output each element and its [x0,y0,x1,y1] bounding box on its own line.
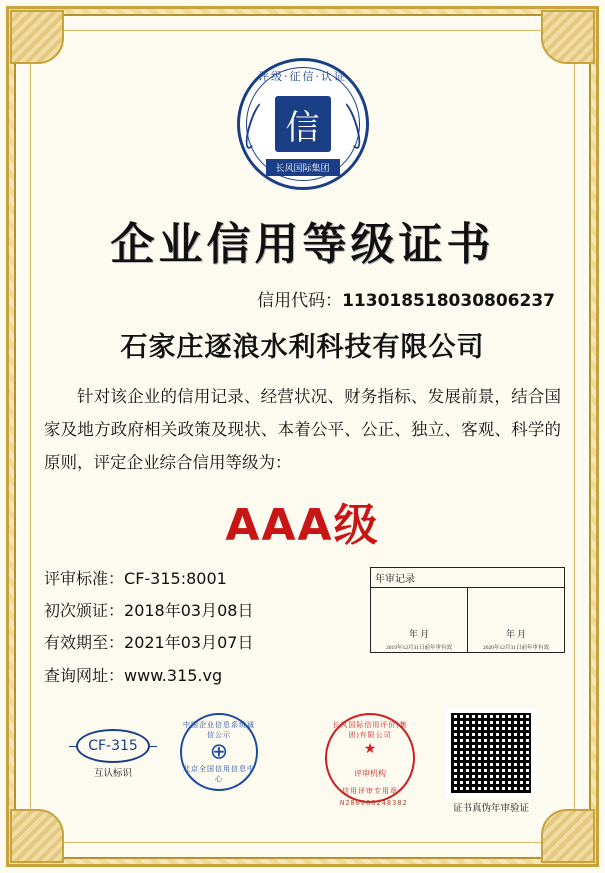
red-seal-circle [325,713,415,803]
mutual-recognition-mark [76,729,150,779]
annual-review-cell-1-note: 2019年12月31日前年审有效 [385,645,452,651]
blue-verification-seal [180,713,258,791]
info-value-valid-until: 2021年03月07日 [124,633,254,653]
organization-seal-logo [237,58,369,190]
info-and-review-row [40,563,565,692]
annual-review-cell-1-date: 年 月 [408,629,430,639]
seal-row [40,703,565,823]
globe-icon: ⊕ [209,739,229,765]
info-label-standard: 评审标准： [44,571,125,588]
annual-review-cells [370,587,565,653]
page-title: 企业信用等级证书 [110,219,495,270]
blue-seal-bottom-text: 北京全国信用信息中心 [183,765,255,783]
annual-review-title: 年审记录 [370,567,565,587]
body-paragraph: 针对该企业的信用记录、经营状况、财务指标、发展前景，结合国家及地方政府相关政策及现状、本着公平、公正、独立、客观、科学的原则，评定企业综合信用等级为： [44,387,561,472]
qr-code-label: 证书真伪年审验证 [452,804,529,814]
annual-review-table [370,567,565,653]
red-seal-top-text: 长风国际信用评价(集团)有限公司 [332,721,408,739]
info-item-valid-until [44,627,253,659]
info-item-website [44,660,253,692]
qr-code-icon[interactable] [447,709,535,797]
info-item-issued [44,595,253,627]
info-list [40,563,253,692]
blue-seal-circle [180,713,258,791]
red-seal-mid-text: 评审机构 [354,769,386,779]
info-value-standard: CF-315:8001 [124,569,227,588]
cf-315-label: 互认标识 [93,769,132,779]
red-seal-serial-number: N200000248382 [340,799,408,807]
credit-grade: AAA级 [225,500,380,551]
credit-code-label: 信用代码： [257,291,343,310]
qr-verification-block [447,709,535,814]
info-label-website: 查询网址： [44,667,125,685]
cf-315-oval: CF-315 [76,729,150,763]
certificate-content [40,36,565,837]
info-value-issued: 2018年03月08日 [124,601,254,621]
company-name: 石家庄逐浪水利科技有限公司 [120,332,485,363]
annual-review-cell-2 [467,588,564,652]
info-value-website[interactable]: www.315.vg [124,665,223,685]
info-label-valid-until: 有效期至： [44,635,125,653]
seal-top-text: 评级·征信·认证 [258,70,347,83]
blue-seal-top-text: 中国企业信息系统诚信公示 [183,721,255,739]
annual-review-cell-1 [371,588,467,652]
seal-ribbon-text: 长风国际集团 [265,159,339,176]
seal-center-character: 信 [275,96,331,152]
star-icon: ★ [363,741,377,757]
info-label-issued: 初次颁证： [44,603,125,621]
annual-review-cell-2-date: 年 月 [505,629,527,639]
annual-review-cell-2-note: 2020年12月31日前年审有效 [482,645,549,651]
red-official-seal [325,713,415,803]
credit-code-value: 113018518030806237 [342,291,555,311]
red-seal-bottom-text: 信用评审专用章 [342,787,398,795]
info-item-standard [44,563,253,595]
credit-code-line [40,286,565,311]
